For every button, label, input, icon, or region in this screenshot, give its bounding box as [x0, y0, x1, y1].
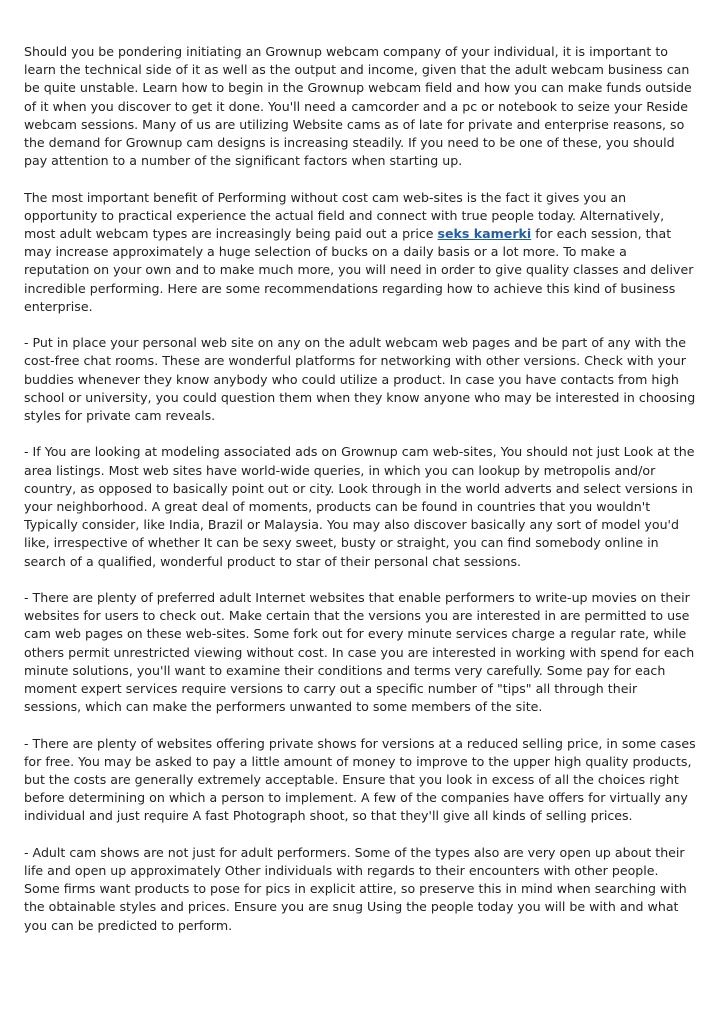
paragraph-benefits	[24, 189, 696, 316]
paragraph-private-shows: - There are plenty of websites offering private shows for versions at a reduced selling price, in some cases for free. You may be asked to pay a little amount of money to improve to the upper high quality products, but the costs are generally extremely acceptable. Ensure that you look in excess of all the choices right before determining on which a person to implement. A few of the companies have offers for virtually any individual and just require A fast Photograph shoot, so that they'll give all kinds of selling prices.	[24, 735, 696, 824]
paragraph-benefits-text-start: The most important benefit of Performing without cost cam web-sites is the fact it gives you an opportunity to practical experience the actual field and connect with true people today. Alternatively, most adult webcam types are increasingly being paid out a price	[24, 189, 665, 242]
seks-kamerki-link[interactable]: seks kamerki	[437, 226, 532, 242]
paragraph-modeling-ads: - If You are looking at modeling associated ads on Grownup cam web-sites, You should not just Look at the area listings. Most web sites have world-wide queries, in which you can lookup by metropolis and/or country, as opposed to basically point out or city. Look through in the world adverts and select versions in your neighborhood. A great deal of moments, products can be found in countries that you wouldn't Typically consider, like India, Brazil or Malaysia. You may also discover basically any sort of model you'd like, irrespective of whether It can be sexy sweet, busty or straight, you can find somebody online in search of a qualified, wonderful product to star of their personal chat sessions.	[24, 444, 695, 569]
paragraph-benefits-text-end: for each session, that may increase approximately a huge selection of bucks on a daily basis or a lot more. To make a reputation on your own and to make much more, you will need in order to give quality classes and deliver incredible performing. Here are some recommendations regarding how to achieve this kind of business enterprise.	[24, 226, 694, 314]
paragraph-movie-websites: - There are plenty of preferred adult Internet websites that enable performers to write-up movies on their websites for users to check out. Make certain that the versions you are interested in are permitted to use cam web pages on these web-sites. Some fork out for every minute services charge a regular rate, while others permit unrestricted viewing without cost. In case you are interested in working with spend for each minute solutions, you'll want to examine their conditions and terms very carefully. Some pay for each moment expert services require versions to carry out a specific number of "tips" all through their sessions, which can make the performers unwanted to some members of the site.	[24, 590, 695, 715]
paragraph-own-site: - Put in place your personal web site on any on the adult webcam web pages and be part of any with the cost-free chat rooms. These are wonderful platforms for networking with other versions. Check with your buddies whenever they know anybody who could utilize a product. In case you have contacts from high school or university, you could question them when they know anyone who may be interested in choosing styles for private cam reveals.	[24, 335, 696, 424]
document-body	[24, 43, 696, 953]
paragraph-intro: Should you be pondering initiating an Grownup webcam company of your individual, it is important to learn the technical side of it as well as the output and income, given that the adult webcam business can be quite unstable. Learn how to begin in the Grownup webcam field and how you can make funds outside of it when you discover to get it done. You'll need a camcorder and a pc or notebook to seize your Reside webcam sessions. Many of us are utilizing Website cams as of late for private and enterprise reasons, so the demand for Grownup cam designs is increasing steadily. If you need to be one of these, you should pay attention to a number of the significant factors when starting up.	[24, 44, 692, 169]
paragraph-adult-cam-shows: - Adult cam shows are not just for adult performers. Some of the types also are very open up about their life and open up approximately Other individuals with regards to their encounters with other people. Some firms want products to pose for pics in explicit attire, so preserve this in mind when searching with the obtainable styles and prices. Ensure you are snug Using the people today you will be with and what you can be predicted to perform.	[24, 844, 687, 933]
